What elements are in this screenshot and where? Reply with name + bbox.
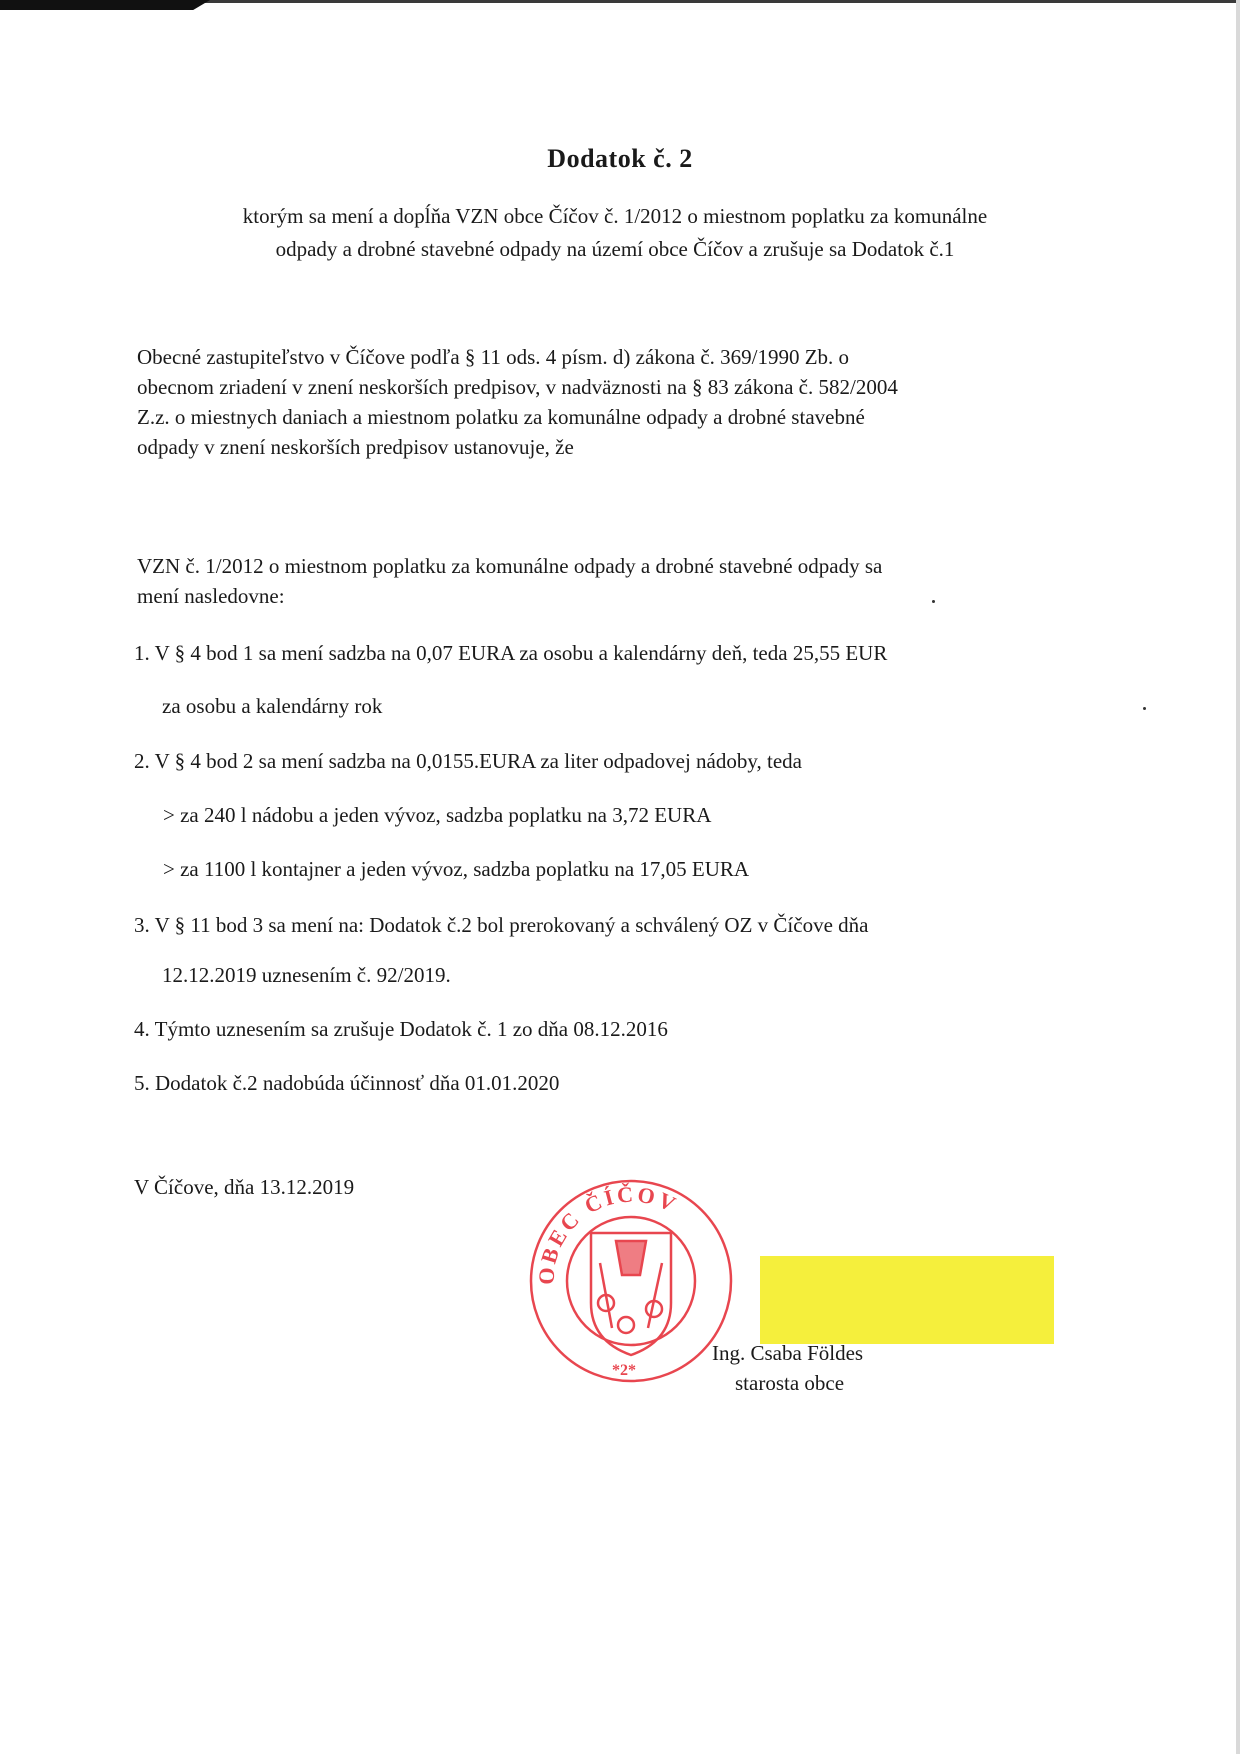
signature-redaction <box>760 1256 1054 1344</box>
document-subtitle <box>150 200 1080 266</box>
vzn-line: mení nasledovne: <box>137 584 285 608</box>
stamp-number: *2* <box>612 1362 636 1379</box>
vzn-paragraph <box>137 551 1077 611</box>
scan-corner-shadow <box>0 0 210 10</box>
stamp-text: OBEC ČÍČOV <box>533 1181 683 1286</box>
list-item-5: 5. Dodatok č.2 nadobúda účinnosť dňa 01.01.2020 <box>134 1071 560 1095</box>
list-item-3: 3. V § 11 bod 3 sa mení na: Dodatok č.2 bol prerokovaný a schválený OZ v Číčove dňa <box>134 913 869 937</box>
vzn-line: VZN č. 1/2012 o miestnom poplatku za komunálne odpady a drobné stavebné odpady sa <box>137 554 883 578</box>
intro-line: Z.z. o miestnych daniach a miestnom polatku za komunálne odpady a drobné stavebné <box>137 405 865 429</box>
place-and-date: V Číčove, dňa 13.12.2019 <box>134 1175 355 1199</box>
list-item-2-sub-1: > za 240 l nádobu a jeden vývoz, sadzba poplatku na 3,72 EURA <box>163 803 712 827</box>
list-item-1: 1. V § 4 bod 1 sa mení sadzba na 0,07 EURA za osobu a kalendárny deň, teda 25,55 EUR <box>134 641 888 665</box>
subtitle-line: ktorým sa mení a dopĺňa VZN obce Číčov č. 1/2012 o miestnom poplatku za komunálne <box>242 204 988 228</box>
intro-line: Obecné zastupiteľstvo v Číčove podľa § 11 ods. 4 písm. d) zákona č. 369/1990 Zb. o <box>137 345 850 369</box>
document-title: Dodatok č. 2 <box>547 144 693 173</box>
list-item-1-continuation: za osobu a kalendárny rok <box>162 694 383 718</box>
list-item-2: 2. V § 4 bod 2 sa mení sadzba na 0,0155.EURA za liter odpadovej nádoby, teda <box>134 749 802 773</box>
scan-speck <box>1143 707 1146 710</box>
list-item-2-sub-2: > za 1100 l kontajner a jeden vývoz, sadzba poplatku na 17,05 EURA <box>163 857 750 881</box>
intro-line: odpady v znení neskorších predpisov ustanovuje, že <box>137 435 574 459</box>
list-item-4: 4. Týmto uznesením sa zrušuje Dodatok č. 1 zo dňa 08.12.2016 <box>134 1017 668 1041</box>
subtitle-line: odpady a drobné stavebné odpady na území obce Číčov a zrušuje sa Dodatok č.1 <box>275 237 955 261</box>
intro-line: obecnom zriadení v znení neskorších predpisov, v nadväznosti na § 83 zákona č. 582/2004 <box>137 375 898 399</box>
signer-title: starosta obce <box>735 1371 845 1395</box>
scan-speck <box>932 600 935 603</box>
signer-name: Ing. Csaba Földes <box>712 1341 864 1365</box>
scan-right-edge <box>1236 0 1240 1754</box>
intro-paragraph <box>137 342 1077 462</box>
list-item-3-continuation: 12.12.2019 uznesením č. 92/2019. <box>162 963 451 987</box>
